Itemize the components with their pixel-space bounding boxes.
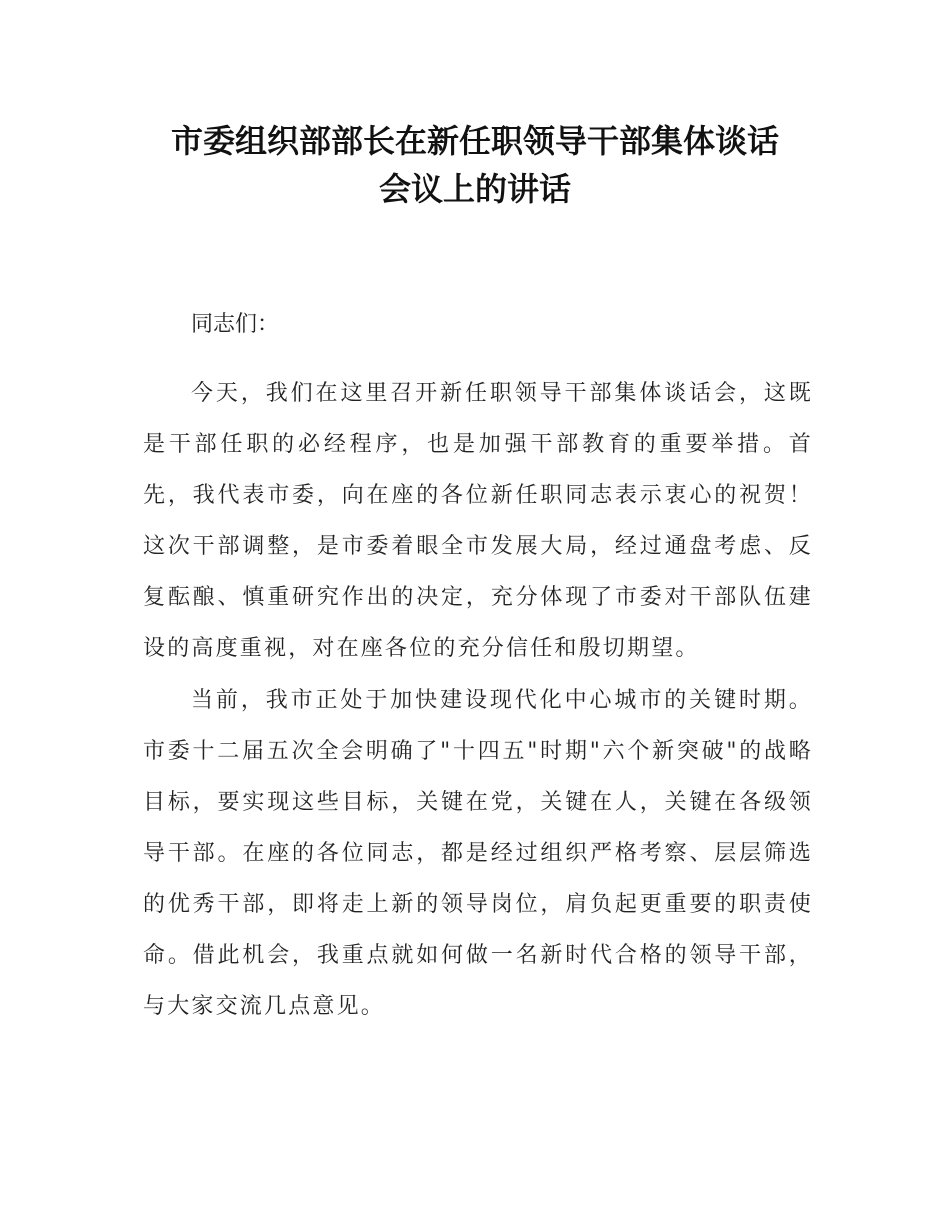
paragraph-2: 当前，我市正处于加快建设现代化中心城市的关键时期。市委十二届五次全会明确了"十四五"时期"六个新突破"的战略目标，要实现这些目标，关键在党，关键在人，关键在各级领导干部。在座的各位同志，都是经过组织严格考察、层层筛选的优秀干部，即将走上新的领导岗位，肩负起更重要的职责使命。借此机会，我重点就如何做一名新时代合格的领导干部，与大家交流几点意见。 — [143, 688, 813, 1019]
salutation: 同志们： — [191, 312, 280, 337]
document-title-line-1: 市委组织部部长在新任职领导干部集体谈话 — [170, 122, 779, 160]
paragraph-1: 今天，我们在这里召开新任职领导干部集体谈话会，这既是干部任职的必经程序，也是加强干部教育的重要举措。首先，我代表市委，向在座的各位新任职同志表示衷心的祝贺！这次干部调整，是市委着眼全市发展大局，经过通盘考虑、反复酝酿、慎重研究作出的决定，充分体现了市委对干部队伍建设的高度重视，对在座各位的充分信任和殷切期望。 — [143, 381, 813, 661]
document-title-line-2: 会议上的讲话 — [378, 170, 571, 208]
